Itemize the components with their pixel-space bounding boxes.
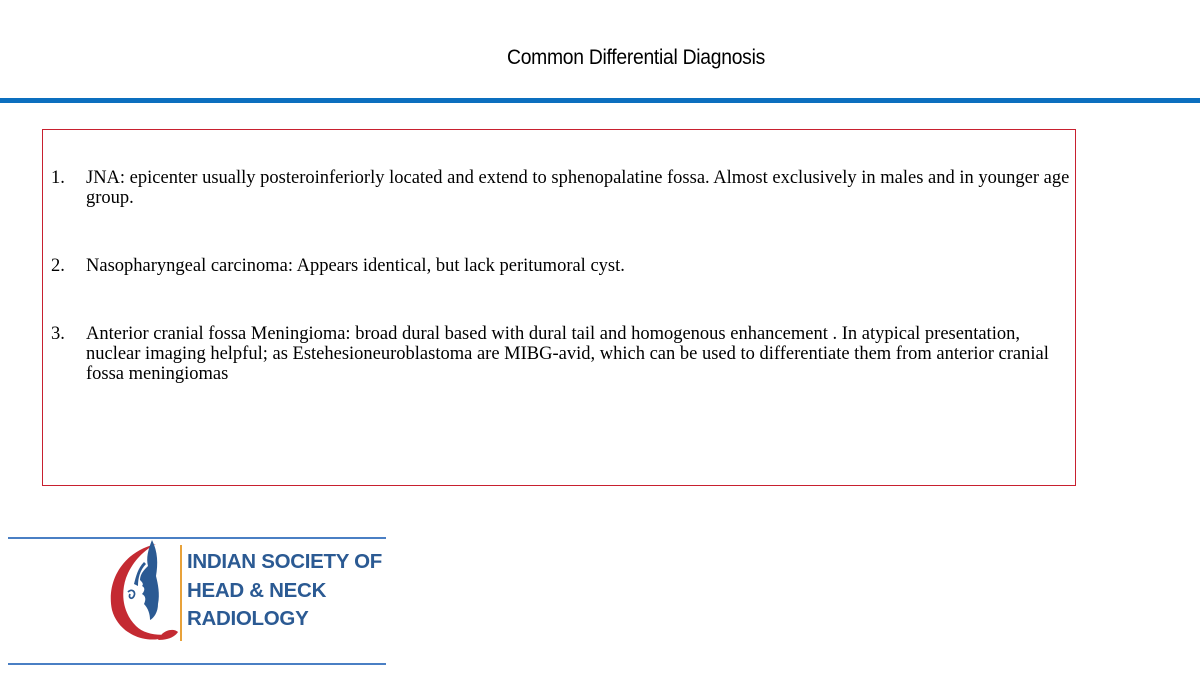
list-item [51,324,1071,384]
title-underline [0,98,1200,103]
differential-content-box [42,129,1076,486]
logo-line-3: RADIOLOGY [187,607,309,630]
differential-list [51,168,1071,384]
list-item-number: 3. [51,324,65,344]
logo-rule-bottom [8,663,386,665]
logo-rule-top [8,537,386,539]
list-item [51,168,1071,208]
logo-wordmark [187,548,382,634]
list-item-number: 2. [51,256,65,276]
logo-divider [180,545,182,641]
logo-line-1: INDIAN SOCIETY OF [187,550,382,573]
list-item-text: JNA: epicenter usually posteroinferiorly located and extend to sphenopalatine fossa. Almost exclusively in males and in younger age group. [86,168,1070,208]
slide-title: Common Differential Diagnosis [507,46,765,69]
logo-line-2: HEAD & NECK [187,578,327,602]
list-item-number: 1. [51,168,65,188]
list-item-text: Anterior cranial fossa Meningioma: broad dural based with dural tail and homogenous enhancement . In atypical presentation, nuclear imaging helpful; as Estehesioneuroblastoma are MIBG-avid, which can be used to differentiate them from anterior cranial fossa meningiomas [86,324,1049,384]
list-item [51,256,1071,276]
head-profile-in-hand-icon [104,538,180,646]
list-item-text: Nasopharyngeal carcinoma: Appears identical, but lack peritumoral cyst. [86,256,625,276]
